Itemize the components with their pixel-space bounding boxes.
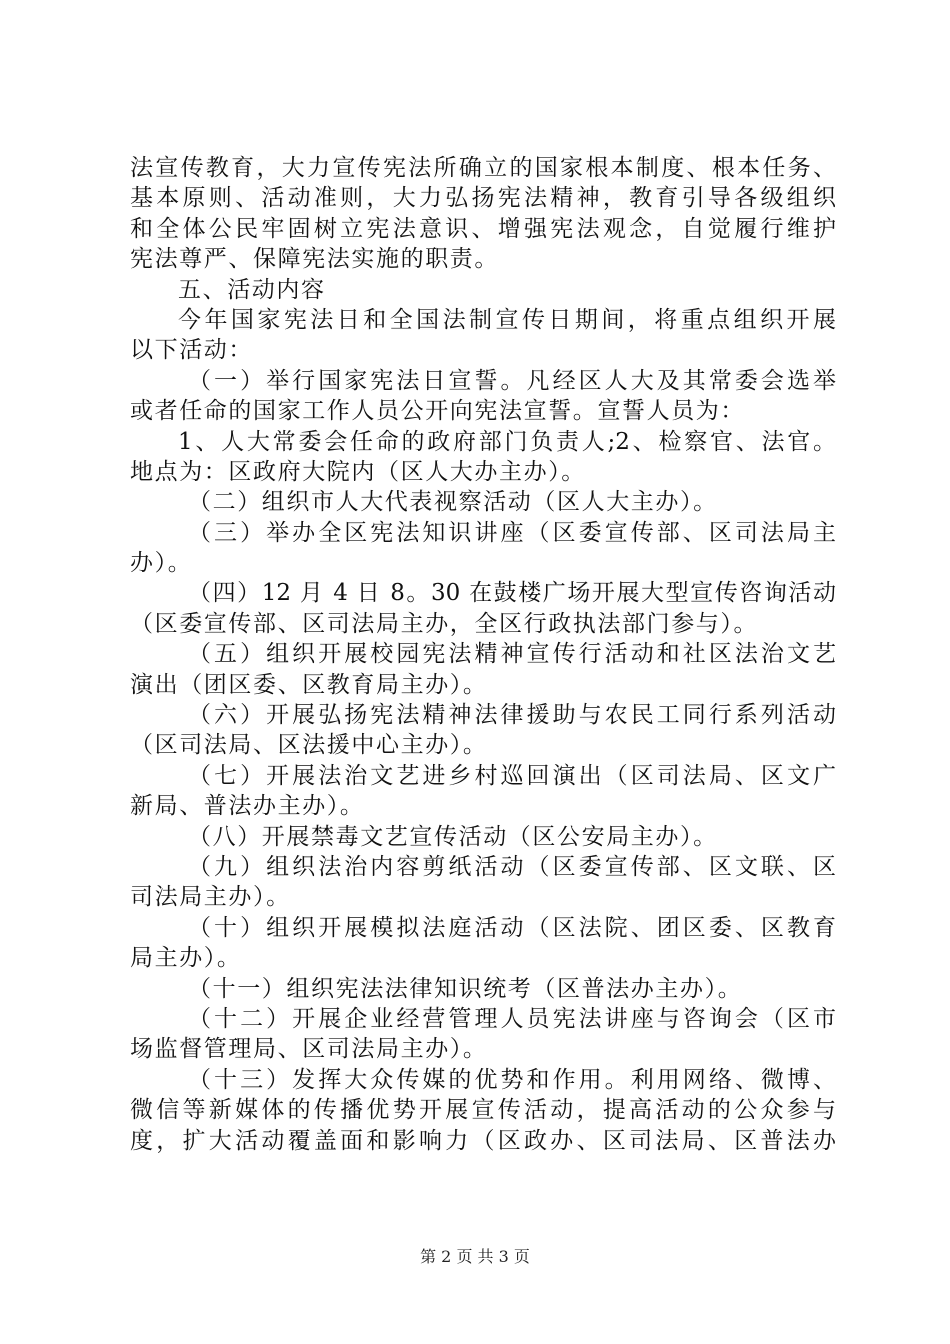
text-line: 五、活动内容 [178,276,326,303]
text-line: 以下活动： [130,337,253,364]
text-line: （七）开展法治文艺进乡村巡回演出（区司法局、区文广 [188,762,836,789]
text-line: （十）组织开展模拟法庭活动（区法院、团区委、区教育 [188,914,836,941]
text-line: 今年国家宪法日和全国法制宣传日期间，将重点组织开展 [178,306,836,333]
text-line: 办）。 [130,550,193,577]
text-line: 新局、普法办主办）。 [130,793,365,820]
page-footer: 第 2 页 共 3 页 [420,1247,530,1266]
text-line: 宪法尊严、保障宪法实施的职责。 [130,246,499,273]
text-line: （十三）发挥大众传媒的优势和作用。利用网络、微博、 [188,1066,836,1093]
document-body [130,153,836,1156]
text-line: 或者任命的国家工作人员公开向宪法宣誓。宣誓人员为： [130,398,745,425]
text-line: 微信等新媒体的传播优势开展宣传活动，提高活动的公众参与 [130,1097,836,1124]
text-line: （十二）开展企业经营管理人员宪法讲座与咨询会（区市 [188,1005,836,1032]
text-line: 基本原则、活动准则，大力弘扬宪法精神，教育引导各级组织 [130,185,836,212]
text-line: 场监督管理局、区司法局主办）。 [130,1036,488,1063]
text-line: 度，扩大活动覆盖面和影响力（区政办、区司法局、区普法办 [130,1127,836,1154]
text-line: 1、人大常委会任命的政府部门负责人;2、检察官、法官。 [178,428,836,455]
text-line: （五）组织开展校园宪法精神宣传行活动和社区法治文艺 [188,641,836,668]
text-line: 法宣传教育，大力宣传宪法所确立的国家根本制度、根本任务、 [130,155,836,181]
text-line: 司法局主办）。 [130,884,291,911]
text-line: 演出（团区委、区教育局主办）。 [130,671,488,698]
text-line: （八）开展禁毒文艺宣传活动（区公安局主办）。 [188,823,718,850]
text-line: 局主办）。 [130,945,242,972]
text-line: （区委宣传部、区司法局主办，全区行政执法部门参与）。 [130,610,759,637]
text-line: （十一）组织宪法法律知识统考（区普法办主办）。 [188,975,743,1002]
text-line: 和全体公民牢固树立宪法意识、增强宪法观念，自觉履行维护 [130,215,836,242]
text-line: （一）举行国家宪法日宣誓。凡经区人大及其常委会选举 [188,367,836,394]
text-line: （三）举办全区宪法知识讲座（区委宣传部、区司法局主 [188,519,836,546]
text-line: （六）开展弘扬宪法精神法律援助与农民工同行系列活动 [188,702,836,729]
text-line: （四）12 月 4 日 8。30 在鼓楼广场开展大型宣传咨询活动 [188,580,836,607]
text-line: （区司法局、区法援中心主办）。 [130,732,488,759]
text-line: 地点为：区政府大院内（区人大办主办）。 [130,458,586,485]
text-line: （九）组织法治内容剪纸活动（区委宣传部、区文联、区 [188,853,836,880]
text-line: （二）组织市人大代表视察活动（区人大主办）。 [188,489,718,516]
